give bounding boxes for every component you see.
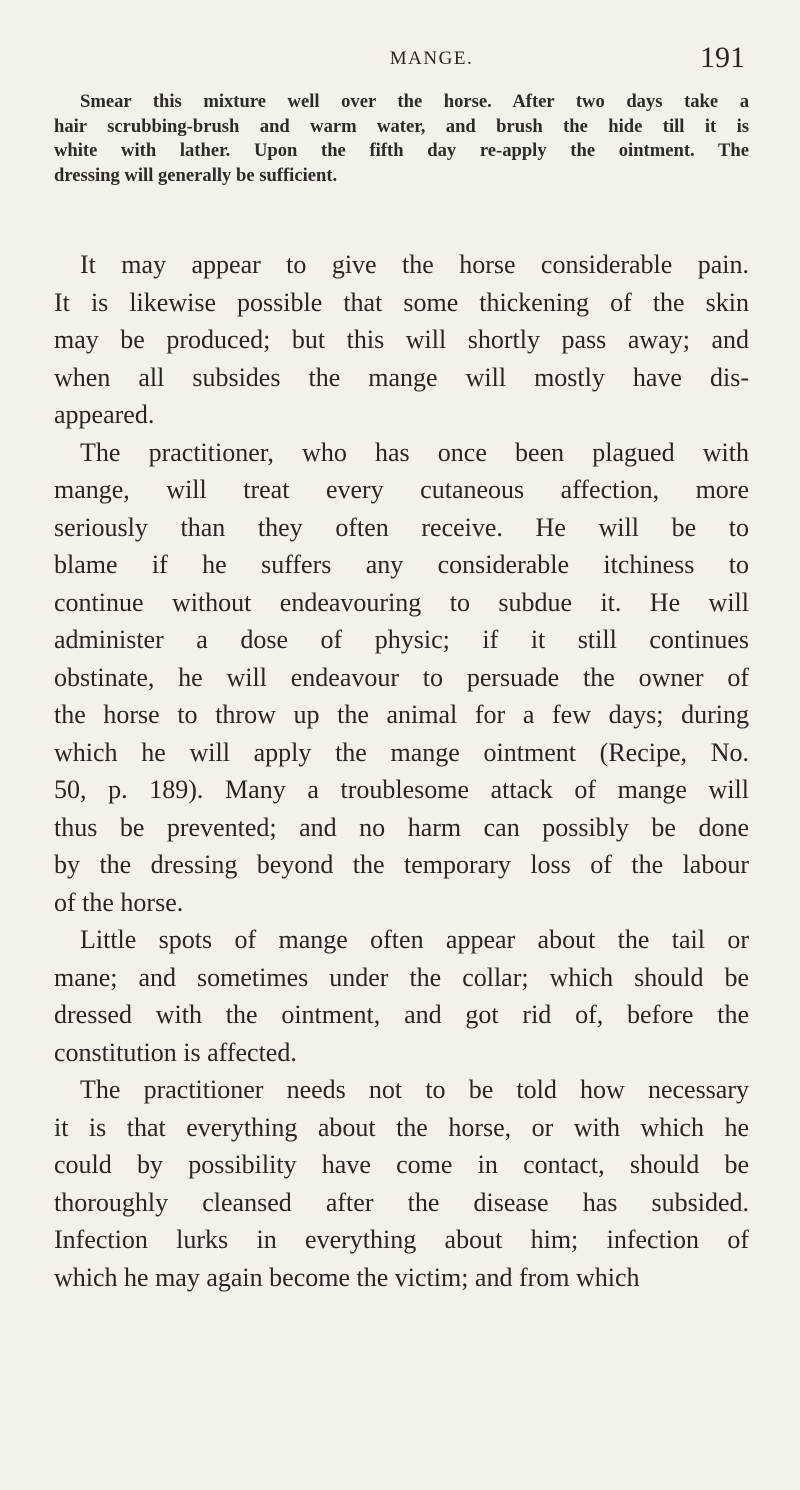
page-number: 191 [700, 41, 745, 74]
text-line: thus be prevented; and no harm can possibly be done [54, 812, 749, 842]
text-line: which he may again become the victim; and from which [54, 1262, 640, 1292]
text-line: Infection lurks in everything about him; infection of [54, 1225, 749, 1254]
text-line: It is likewise possible that some thickening of the skin [54, 287, 749, 317]
text-line: It may appear to give the horse considerable pain. [80, 250, 749, 279]
text-line: thoroughly cleansed after the disease has subsided. [54, 1187, 749, 1217]
text-line: when all subsides the mange will mostly have dis- [54, 362, 749, 392]
text-line: Little spots of mange often appear about the tail or [80, 925, 749, 954]
text-line: Smear this mixture well over the horse. After two days take a [80, 91, 749, 112]
text-line: The practitioner needs not to be told how necessary [80, 1075, 749, 1104]
text-line: dressed with the ointment, and got rid of, before the [54, 1000, 749, 1029]
running-title: MANGE. [389, 48, 474, 69]
text-line: continue without endeavouring to subdue it. He will [54, 587, 749, 617]
text-line: the horse to throw up the animal for a few days; during [54, 700, 749, 729]
running-head [54, 36, 749, 76]
text-line: 50, p. 189). Many a troublesome attack of mange will [54, 775, 749, 804]
text-line: mange, will treat every cutaneous affection, more [54, 475, 749, 504]
text-line: constitution is affected. [54, 1037, 297, 1067]
text-line: white with lather. Upon the fifth day re-apply the ointment. The [54, 140, 749, 161]
text-line: of the horse. [54, 887, 184, 917]
small-print-paragraph [54, 90, 749, 188]
text-line: seriously than they often receive. He will be to [54, 512, 749, 542]
text-line: which he will apply the mange ointment (Recipe, No. [54, 737, 749, 767]
text-line: appeared. [54, 400, 155, 429]
text-line: The practitioner, who has once been plagued with [80, 437, 749, 467]
text-line: by the dressing beyond the temporary loss of the labour [54, 850, 749, 879]
main-text [54, 246, 749, 1296]
text-line: obstinate, he will endeavour to persuade the owner of [54, 662, 749, 692]
text-line: could by possibility have come in contact, should be [54, 1150, 749, 1179]
text-line: mane; and sometimes under the collar; which should be [54, 962, 749, 992]
text-line: administer a dose of physic; if it still continues [54, 625, 749, 654]
text-line: may be produced; but this will shortly pass away; and [54, 325, 749, 354]
text-line: dressing will generally be sufficient. [54, 164, 338, 186]
text-line: blame if he suffers any considerable itchiness to [54, 550, 749, 579]
text-line: hair scrubbing-brush and warm water, and brush the hide till it is [54, 115, 749, 137]
text-line: it is that everything about the horse, or with which he [54, 1112, 749, 1142]
